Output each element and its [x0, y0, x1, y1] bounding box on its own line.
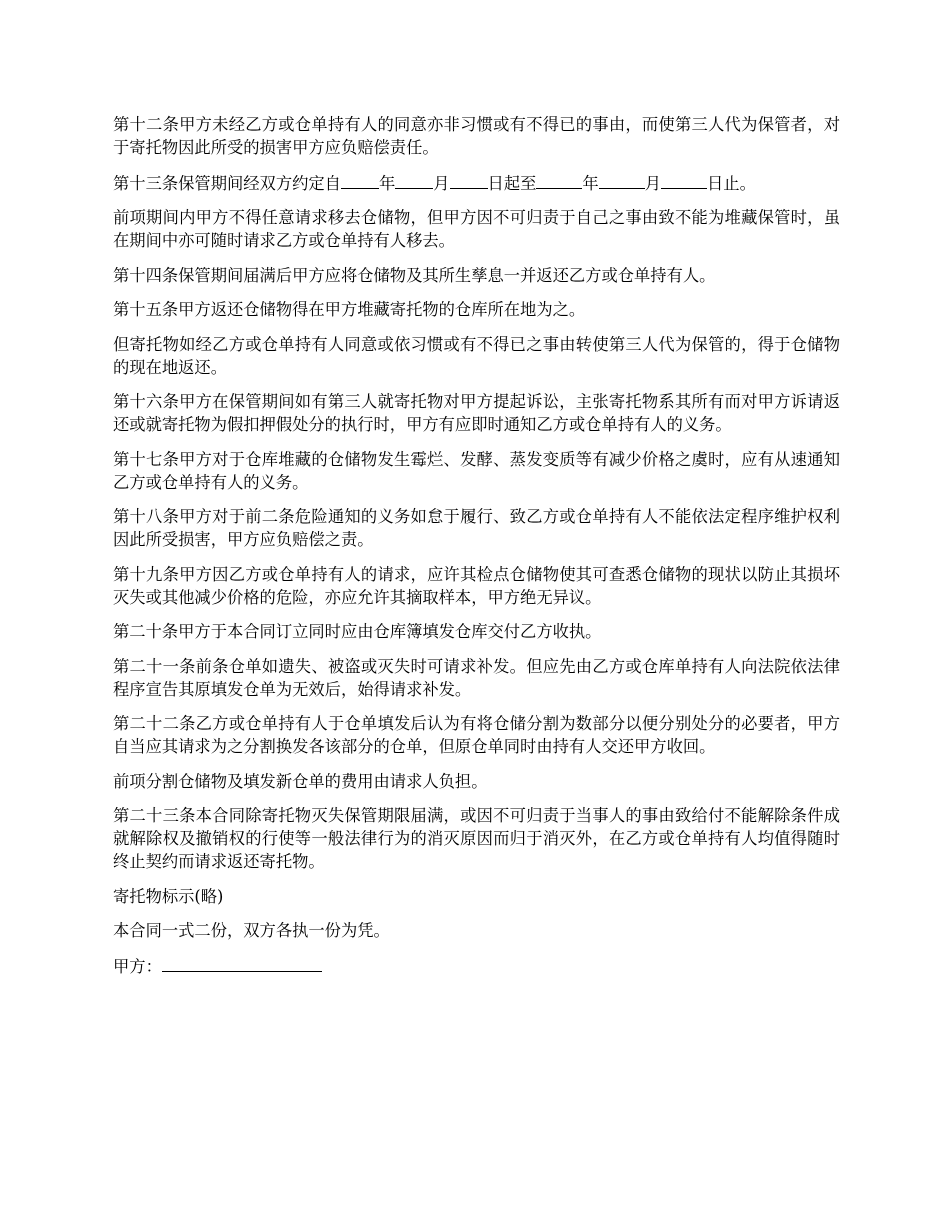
deposit-marking: 寄托物标示(略): [113, 886, 224, 906]
label-year-2: 年: [582, 173, 599, 193]
label-month-2: 月: [644, 173, 661, 193]
article-21: 第二十一条前条仓单如遗失、被盗或灭失时可请求补发。但应先由乙方或仓库单持有人向法院依法律程序宣告其原填发仓单为无效后，始得请求补发。: [113, 656, 840, 699]
article-14: 第十四条保管期间届满后甲方应将仓储物及其所生孳息一并返还乙方或仓单持有人。: [113, 265, 716, 285]
label-year-1: 年: [378, 173, 396, 193]
article-13-clause: 前项期间内甲方不得任意请求移去仓储物，但甲方因不可归责于自己之事由致不能为堆藏保管时，虽在期间中亦可随时请求乙方或仓单持有人移去。: [113, 208, 840, 250]
article-12: 第十二条甲方未经乙方或仓单持有人的同意亦非习惯或有不得已的事由，而使第三人代为保管者，对于寄托物因此所受的损害甲方应负赔偿责任。: [113, 115, 840, 157]
party-a-signature-blank: [162, 954, 322, 972]
article-13: [113, 171, 840, 195]
blank-end-month: [599, 171, 645, 189]
label-day-2: 日止。: [707, 173, 756, 193]
party-a-label: 甲方：: [113, 956, 162, 976]
blank-start-year: [341, 171, 379, 189]
article-18: 第十八条甲方对于前二条危险通知的义务如怠于履行、致乙方或仓单持有人不能依法定程序维护权利因此所受损害，甲方应负赔偿之责。: [113, 507, 840, 549]
article-15-clause: 但寄托物如经乙方或仓单持有人同意或依习惯或有不得已之事由转使第三人代为保管的，得于仓储物的现在地返还。: [113, 334, 840, 377]
article-23: 第二十三条本合同除寄托物灭失保管期限届满，或因不可归责于当事人的事由致给付不能解除条件成就解除权及撤销权的行使等一般法律行为的消灭原因而归于消灭外，在乙方或仓单持有人均值得随时终止契约而请求返还寄托物。: [113, 806, 840, 871]
article-22: 第二十二条乙方或仓单持有人于仓单填发后认为有将仓储分割为数部分以便分别处分的必要者，甲方自当应其请求为之分割换发各该部分的仓单，但原仓单同时由持有人交还甲方收回。: [113, 714, 840, 756]
article-15: 第十五条甲方返还仓储物得在甲方堆藏寄托物的仓库所在地为之。: [113, 300, 586, 319]
article-19: 第十九条甲方因乙方或仓单持有人的请求，应许其检点仓储物使其可查悉仓储物的现状以防止其损坏灭失或其他减少价格的危险，亦应允许其摘取样本，甲方绝无异议。: [113, 564, 840, 607]
blank-start-month: [395, 171, 433, 189]
label-month-1: 月: [433, 173, 450, 193]
party-a-signature-line: [113, 954, 840, 978]
blank-end-day: [661, 171, 707, 189]
blank-start-day: [450, 171, 488, 189]
article-13-prefix: 第十三条保管期间经双方约定自: [113, 173, 341, 193]
article-20: 第二十条甲方于本合同订立同时应由仓库簿填发仓库交付乙方收执。: [113, 622, 602, 641]
blank-end-year: [536, 171, 582, 189]
article-16: 第十六条甲方在保管期间如有第三人就寄托物对甲方提起诉讼，主张寄托物系其所有而对甲方诉请返还或就寄托物为假扣押假处分的执行时，甲方有应即时通知乙方或仓单持有人的义务。: [113, 392, 840, 434]
contract-document: [113, 113, 840, 989]
copies-clause: 本合同一式二份，双方各执一份为凭。: [113, 921, 390, 940]
article-22-clause: 前项分割仓储物及填发新仓单的费用由请求人负担。: [113, 771, 488, 791]
label-day-1: 日起至: [487, 173, 537, 193]
article-17: 第十七条甲方对于仓库堆藏的仓储物发生霉烂、发酵、蒸发变质等有减少价格之虞时，应有从速通知乙方或仓单持有人的义务。: [113, 449, 840, 492]
